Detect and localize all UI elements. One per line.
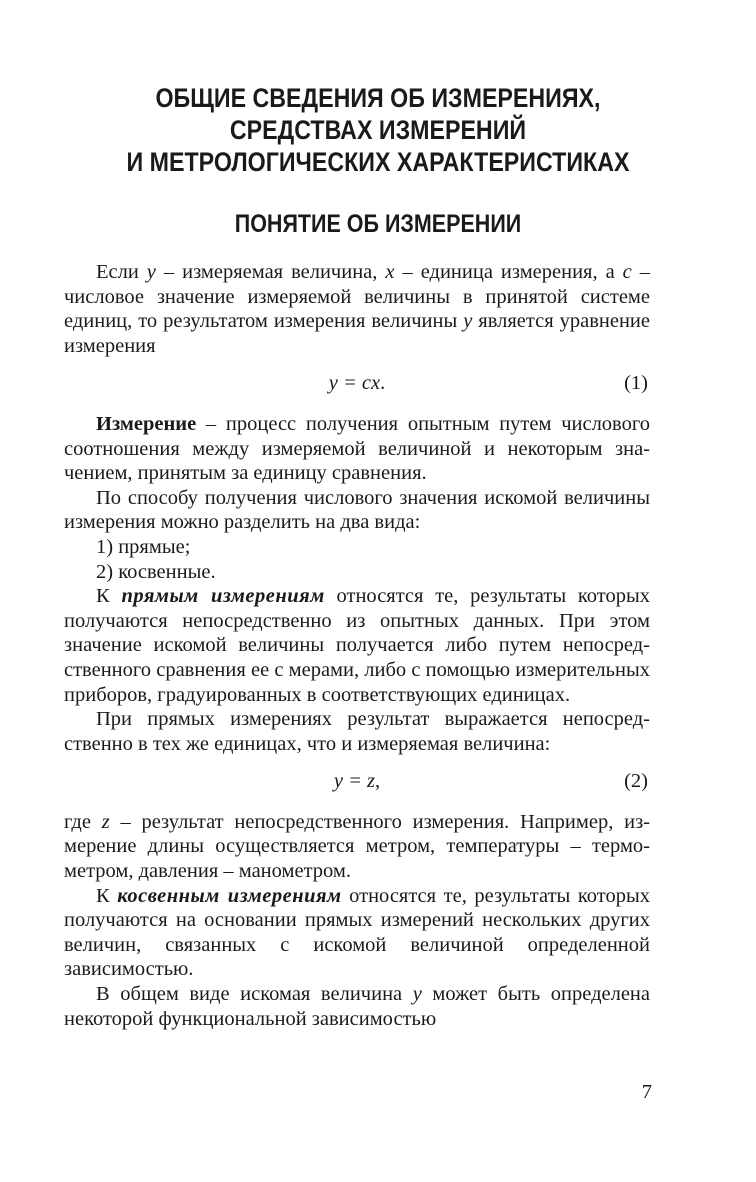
chapter-title-line-1: ОБЩИЕ СВЕДЕНИЯ ОБ ИЗМЕРЕНИЯХ,: [155, 83, 601, 113]
variable-y: y: [146, 261, 156, 283]
paragraph-where-z: где z – результат непосредственного измерения. Например, измерение длины осуществляется метром, температуры – термометром, давления – манометром.: [64, 810, 650, 883]
formula-1: y = cx. (1): [328, 372, 648, 395]
section-title: ПОНЯТИЕ ОБ ИЗМЕРЕНИИ: [234, 210, 522, 238]
chapter-title: [53, 82, 703, 178]
term-indirect-measurements: косвенным измерениям: [117, 884, 342, 907]
formula-2-number: (2): [624, 770, 648, 793]
formula-2: y = z, (2): [333, 770, 648, 793]
body-text: [64, 260, 650, 1031]
formula-2-expression: y = z: [333, 770, 376, 793]
term-measurement: Измерение: [96, 412, 197, 435]
paragraph-functional-dependence: В общем виде искомая величина y может быть определена некоторой функциональной зависимостью: [64, 983, 650, 1030]
variable-z: z: [101, 810, 110, 833]
variable-x: x: [385, 261, 395, 283]
variable-c: c: [622, 261, 632, 283]
chapter-title-line-2: СРЕДСТВАХ ИЗМЕРЕНИЙ: [229, 115, 527, 145]
paragraph-direct-measurements: К прямым измерениям относятся те, результаты которых получаются непосредственно из опытных данных. При этом значение искомой величины получается либо путем непосредственного сравнения ее с мерами, либо с помощью измерительных приборов, градуированных в соответствующих единицах.: [64, 585, 650, 706]
paragraph-indirect-measurements: К косвенным измерениям относятся те, результаты которых получаются на основании прямых измерений нескольких других величин, связанных с искомой величиной определенной зависимостью.: [64, 884, 650, 981]
paragraph-measurement-types: По способу получения числового значения искомой величины измерения можно разделить на два вида:: [64, 486, 650, 534]
list-item-indirect: 2) косвенные.: [96, 560, 216, 583]
page-number: 7: [641, 1081, 652, 1103]
variable-y: y: [463, 310, 473, 333]
list-item-direct: 1) прямые;: [96, 535, 191, 558]
term-direct-measurements: прямым измерениям: [121, 585, 325, 608]
paragraph-definition-equation: Если y – измеряемая величина, x – единица измерения, а c – числовое значение измеряемой величины в принятой системе единиц, то результатом измерения величины y является уравнение измерения: [64, 261, 650, 357]
paragraph-direct-result: При прямых измерениях результат выражается непосредственно в тех же единицах, что и измеряемая величина:: [64, 708, 650, 755]
chapter-title-line-3: И МЕТРОЛОГИЧЕСКИХ ХАРАКТЕРИСТИКАХ: [126, 147, 630, 177]
formula-1-number: (1): [624, 372, 648, 395]
variable-y: y: [412, 983, 422, 1006]
formula-1-expression: y = cx: [328, 372, 381, 395]
paragraph-measurement-definition: Измерение – процесс получения опытным путем числового соотношения между измеряемой величиной и некоторым значением, принятым за единицу сравнения.: [64, 412, 650, 485]
